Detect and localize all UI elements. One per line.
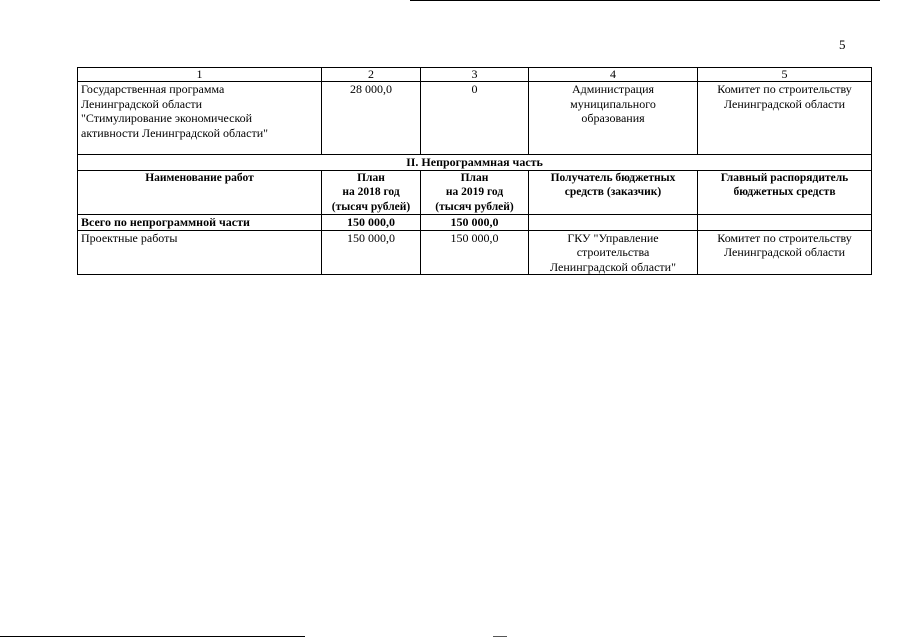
column-number-row	[78, 68, 872, 82]
header-line: План	[460, 171, 489, 184]
header-line: Получатель бюджетных	[550, 171, 676, 184]
budget-table	[77, 67, 872, 275]
work-manager-line: Комитет по строительству	[717, 230, 852, 245]
program-name-line: Государственная программа	[81, 82, 225, 96]
program-name-line: Ленинградской области	[81, 96, 203, 111]
section-row	[78, 155, 872, 171]
header-line: на 2018 год	[342, 186, 400, 198]
total-label: Всего по непрограммной части	[78, 215, 322, 231]
total-manager-empty	[698, 215, 872, 231]
header-recipient	[529, 170, 698, 215]
col-number-3: 3	[421, 68, 529, 82]
header-line: Главный распорядитель	[720, 171, 849, 184]
scan-edge-top	[410, 0, 880, 1]
program-manager-line: Комитет по строительству	[717, 82, 852, 96]
header-line: бюджетных средств	[733, 186, 836, 198]
program-row	[78, 82, 872, 155]
program-manager-cell	[698, 82, 872, 155]
program-plan-2018: 28 000,0	[322, 82, 421, 155]
program-name-line: "Стимулирование экономической	[81, 111, 253, 125]
program-name-cell	[78, 82, 322, 155]
header-plan-2018	[322, 170, 421, 215]
header-line: средств (заказчик)	[564, 186, 662, 198]
header-name: Наименование работ	[78, 170, 322, 215]
col-number-5: 5	[698, 68, 872, 82]
work-manager-cell	[698, 230, 872, 275]
col-number-4: 4	[529, 68, 698, 82]
work-manager-line: Ленинградской области	[723, 245, 846, 259]
header-line: на 2019 год	[445, 186, 504, 198]
work-recipient-line: ГКУ "Управление	[567, 230, 659, 245]
total-plan-2018: 150 000,0	[322, 215, 421, 231]
work-recipient-cell	[529, 230, 698, 275]
program-recipient-cell	[529, 82, 698, 155]
header-line: (тысяч рублей)	[435, 200, 514, 213]
section-title: II. Непрограммная часть	[78, 155, 872, 171]
header-plan-2019	[421, 170, 529, 215]
work-name: Проектные работы	[78, 230, 322, 275]
total-row	[78, 215, 872, 231]
work-plan-2018: 150 000,0	[322, 230, 421, 275]
header-row	[78, 170, 872, 215]
program-recipient-line: муниципального	[570, 96, 656, 111]
work-recipient-line: Ленинградской области"	[550, 259, 676, 274]
scan-edge-bottom	[0, 636, 305, 637]
program-manager-line: Ленинградской области	[723, 96, 846, 111]
total-plan-2019: 150 000,0	[421, 215, 529, 231]
program-plan-2019: 0	[421, 82, 529, 155]
col-number-1: 1	[78, 68, 322, 82]
scan-artifact	[493, 636, 507, 637]
work-plan-2019: 150 000,0	[421, 230, 529, 275]
col-number-2: 2	[322, 68, 421, 82]
program-recipient-line: Администрация	[571, 82, 655, 96]
total-recipient-empty	[529, 215, 698, 231]
header-line: План	[357, 171, 385, 184]
program-recipient-line: образования	[581, 111, 645, 125]
page-number: 5	[839, 37, 846, 52]
header-manager	[698, 170, 872, 215]
work-recipient-line: строительства	[576, 245, 650, 259]
program-name-line: активности Ленинградской области"	[81, 125, 269, 140]
work-row	[78, 230, 872, 275]
header-line: (тысяч рублей)	[331, 200, 411, 213]
